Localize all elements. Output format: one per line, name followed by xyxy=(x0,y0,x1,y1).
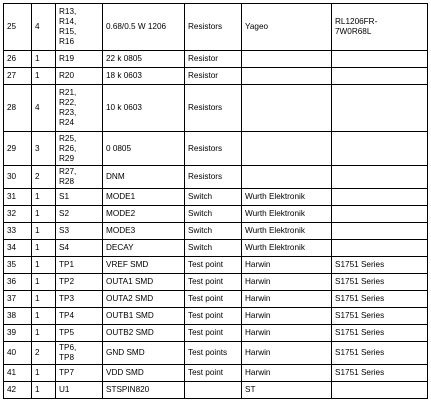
quantity-cell: 1 xyxy=(32,257,56,274)
manufacturer-cell xyxy=(242,85,332,132)
value-cell: MODE1 xyxy=(103,189,185,206)
description-cell: Resistors xyxy=(185,132,242,166)
order-code-cell: S1751 Series xyxy=(332,308,428,325)
order-code-cell: S1751 Series xyxy=(332,274,428,291)
reference-cell: S4 xyxy=(56,240,103,257)
quantity-cell: 1 xyxy=(32,189,56,206)
order-code-cell xyxy=(332,223,428,240)
value-cell: 10 k 0603 xyxy=(103,85,185,132)
value-cell: 0.68/0.5 W 1206 xyxy=(103,4,185,51)
description-cell: Switch xyxy=(185,223,242,240)
reference-cell: S3 xyxy=(56,223,103,240)
value-cell: VDD SMD xyxy=(103,365,185,382)
manufacturer-cell: Harwin xyxy=(242,257,332,274)
item-number-cell: 29 xyxy=(4,132,32,166)
order-code-cell xyxy=(332,166,428,189)
table-row xyxy=(4,4,428,51)
order-code-cell xyxy=(332,206,428,223)
order-code-cell xyxy=(332,85,428,132)
order-code-cell: S1751 Series xyxy=(332,342,428,365)
table-row xyxy=(4,257,428,274)
order-code-cell xyxy=(332,132,428,166)
description-cell: Test point xyxy=(185,308,242,325)
description-cell: Resistors xyxy=(185,166,242,189)
bom-table xyxy=(3,3,428,399)
reference-cell: U1 xyxy=(56,382,103,399)
manufacturer-cell: Harwin xyxy=(242,274,332,291)
item-number-cell: 35 xyxy=(4,257,32,274)
table-row xyxy=(4,68,428,85)
quantity-cell: 1 xyxy=(32,325,56,342)
quantity-cell: 1 xyxy=(32,291,56,308)
manufacturer-cell xyxy=(242,51,332,68)
item-number-cell: 36 xyxy=(4,274,32,291)
value-cell: GND SMD xyxy=(103,342,185,365)
description-cell: Test point xyxy=(185,325,242,342)
manufacturer-cell xyxy=(242,166,332,189)
description-cell: Test point xyxy=(185,274,242,291)
value-cell: OUTA1 SMD xyxy=(103,274,185,291)
quantity-cell: 1 xyxy=(32,382,56,399)
quantity-cell: 1 xyxy=(32,68,56,85)
value-cell: STSPIN820 xyxy=(103,382,185,399)
manufacturer-cell: Harwin xyxy=(242,365,332,382)
table-row xyxy=(4,365,428,382)
value-cell: OUTA2 SMD xyxy=(103,291,185,308)
reference-cell: TP5 xyxy=(56,325,103,342)
reference-cell: TP7 xyxy=(56,365,103,382)
manufacturer-cell: Wurth Elektronik xyxy=(242,189,332,206)
table-row xyxy=(4,51,428,68)
description-cell: Resistors xyxy=(185,4,242,51)
description-cell: Test points xyxy=(185,342,242,365)
description-cell xyxy=(185,382,242,399)
table-row xyxy=(4,223,428,240)
bom-table-body xyxy=(4,4,428,399)
value-cell: 0 0805 xyxy=(103,132,185,166)
item-number-cell: 27 xyxy=(4,68,32,85)
table-row xyxy=(4,206,428,223)
item-number-cell: 32 xyxy=(4,206,32,223)
item-number-cell: 37 xyxy=(4,291,32,308)
quantity-cell: 1 xyxy=(32,223,56,240)
item-number-cell: 40 xyxy=(4,342,32,365)
item-number-cell: 25 xyxy=(4,4,32,51)
quantity-cell: 1 xyxy=(32,51,56,68)
manufacturer-cell: Wurth Elektronik xyxy=(242,240,332,257)
reference-cell: R21, R22, R23, R24 xyxy=(56,85,103,132)
value-cell: 22 k 0805 xyxy=(103,51,185,68)
item-number-cell: 42 xyxy=(4,382,32,399)
value-cell: MODE3 xyxy=(103,223,185,240)
value-cell: OUTB1 SMD xyxy=(103,308,185,325)
order-code-cell: S1751 Series xyxy=(332,325,428,342)
reference-cell: R19 xyxy=(56,51,103,68)
reference-cell: TP4 xyxy=(56,308,103,325)
quantity-cell: 4 xyxy=(32,4,56,51)
description-cell: Resistors xyxy=(185,85,242,132)
value-cell: DNM xyxy=(103,166,185,189)
order-code-cell: S1751 Series xyxy=(332,365,428,382)
description-cell: Resistor xyxy=(185,68,242,85)
item-number-cell: 41 xyxy=(4,365,32,382)
quantity-cell: 1 xyxy=(32,365,56,382)
quantity-cell: 1 xyxy=(32,274,56,291)
manufacturer-cell: Harwin xyxy=(242,342,332,365)
reference-cell: TP6, TP8 xyxy=(56,342,103,365)
table-row xyxy=(4,291,428,308)
description-cell: Test point xyxy=(185,291,242,308)
manufacturer-cell: Wurth Elektronik xyxy=(242,223,332,240)
manufacturer-cell xyxy=(242,68,332,85)
value-cell: DECAY xyxy=(103,240,185,257)
table-row xyxy=(4,274,428,291)
table-row xyxy=(4,85,428,132)
table-row xyxy=(4,308,428,325)
reference-cell: S2 xyxy=(56,206,103,223)
quantity-cell: 4 xyxy=(32,85,56,132)
reference-cell: R20 xyxy=(56,68,103,85)
table-row xyxy=(4,342,428,365)
table-row xyxy=(4,166,428,189)
table-row xyxy=(4,132,428,166)
manufacturer-cell: Harwin xyxy=(242,325,332,342)
quantity-cell: 1 xyxy=(32,240,56,257)
reference-cell: S1 xyxy=(56,189,103,206)
description-cell: Test point xyxy=(185,257,242,274)
order-code-cell: S1751 Series xyxy=(332,257,428,274)
table-row xyxy=(4,240,428,257)
reference-cell: TP2 xyxy=(56,274,103,291)
order-code-cell: S1751 Series xyxy=(332,291,428,308)
quantity-cell: 3 xyxy=(32,132,56,166)
order-code-cell xyxy=(332,382,428,399)
manufacturer-cell xyxy=(242,132,332,166)
item-number-cell: 34 xyxy=(4,240,32,257)
manufacturer-cell: Harwin xyxy=(242,308,332,325)
description-cell: Switch xyxy=(185,240,242,257)
item-number-cell: 33 xyxy=(4,223,32,240)
description-cell: Switch xyxy=(185,206,242,223)
order-code-cell xyxy=(332,189,428,206)
manufacturer-cell: Wurth Elektronik xyxy=(242,206,332,223)
quantity-cell: 2 xyxy=(32,166,56,189)
description-cell: Resistor xyxy=(185,51,242,68)
quantity-cell: 1 xyxy=(32,308,56,325)
description-cell: Switch xyxy=(185,189,242,206)
table-row xyxy=(4,325,428,342)
table-row xyxy=(4,382,428,399)
item-number-cell: 31 xyxy=(4,189,32,206)
table-row xyxy=(4,189,428,206)
value-cell: OUTB2 SMD xyxy=(103,325,185,342)
item-number-cell: 39 xyxy=(4,325,32,342)
item-number-cell: 28 xyxy=(4,85,32,132)
value-cell: VREF SMD xyxy=(103,257,185,274)
quantity-cell: 1 xyxy=(32,206,56,223)
reference-cell: R27, R28 xyxy=(56,166,103,189)
manufacturer-cell: ST xyxy=(242,382,332,399)
reference-cell: R13, R14, R15, R16 xyxy=(56,4,103,51)
value-cell: 18 k 0603 xyxy=(103,68,185,85)
manufacturer-cell: Harwin xyxy=(242,291,332,308)
reference-cell: TP3 xyxy=(56,291,103,308)
item-number-cell: 26 xyxy=(4,51,32,68)
value-cell: MODE2 xyxy=(103,206,185,223)
quantity-cell: 2 xyxy=(32,342,56,365)
order-code-cell xyxy=(332,240,428,257)
description-cell: Test point xyxy=(185,365,242,382)
item-number-cell: 38 xyxy=(4,308,32,325)
order-code-cell: RL1206FR- 7W0R68L xyxy=(332,4,428,51)
reference-cell: R25, R26, R29 xyxy=(56,132,103,166)
manufacturer-cell: Yageo xyxy=(242,4,332,51)
order-code-cell xyxy=(332,51,428,68)
reference-cell: TP1 xyxy=(56,257,103,274)
order-code-cell xyxy=(332,68,428,85)
item-number-cell: 30 xyxy=(4,166,32,189)
